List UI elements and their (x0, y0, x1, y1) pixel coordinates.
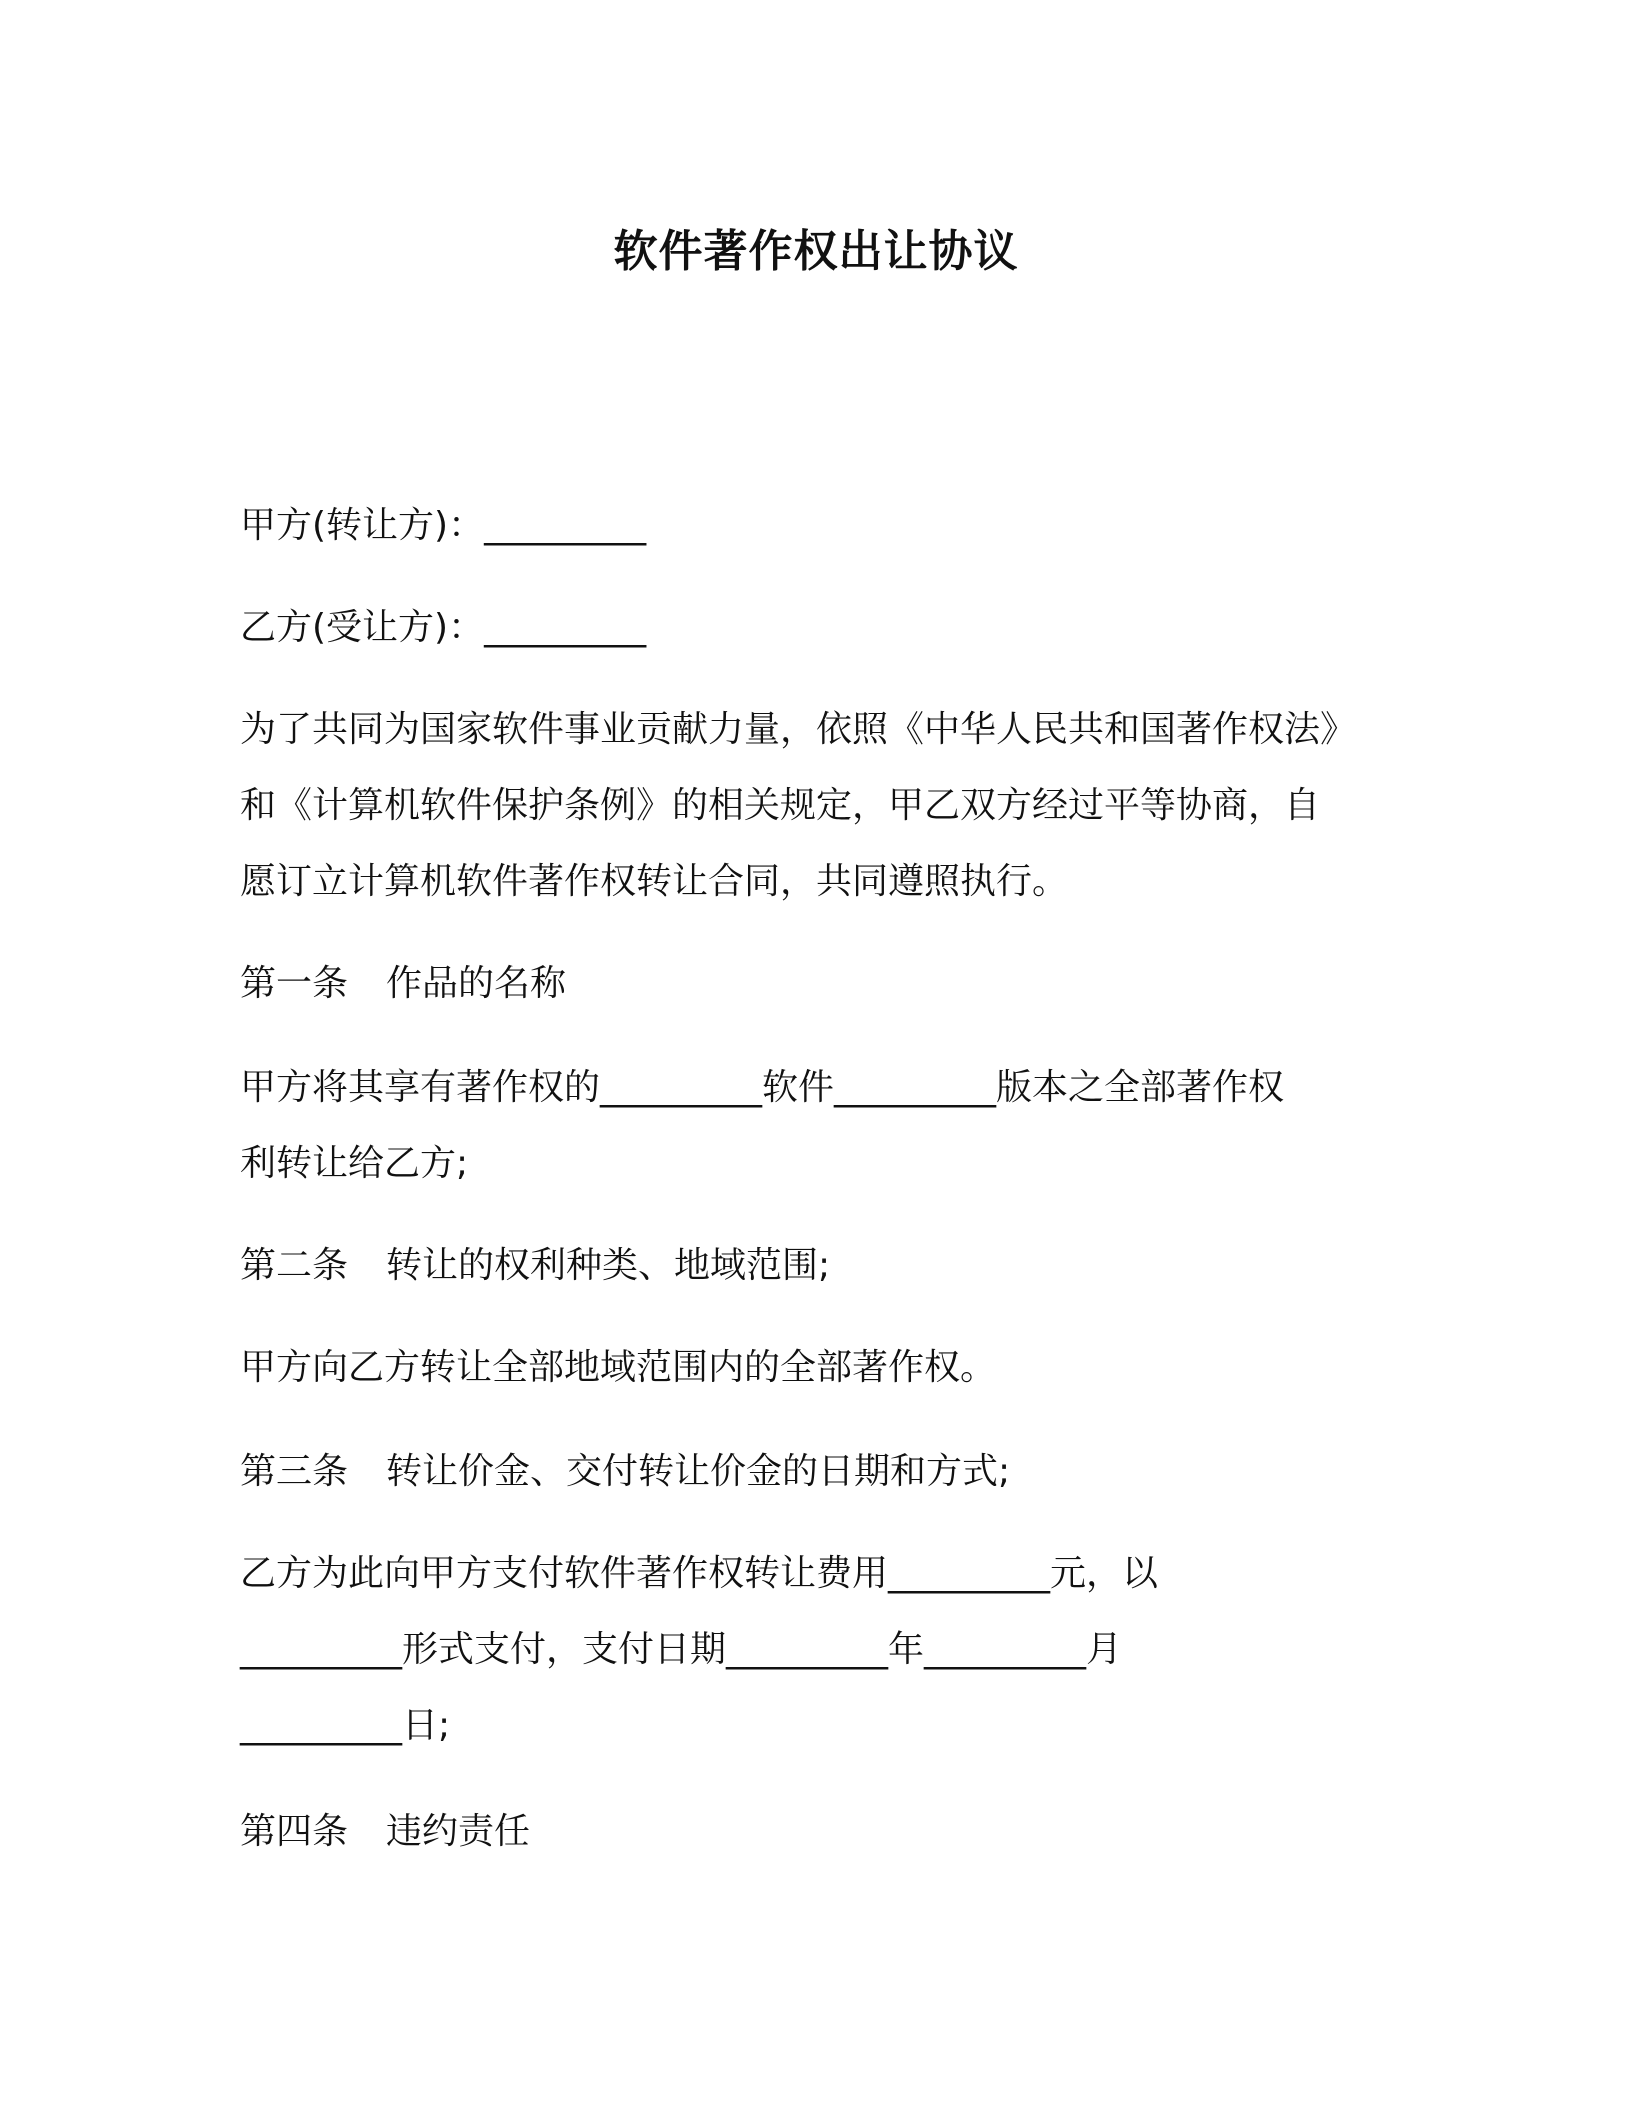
preamble-line-1: 为了共同为国家软件事业贡献力量，依照《中华人民共和国著作权法》 (240, 709, 1357, 750)
article-1-heading (240, 960, 566, 1008)
article-4-title: 违约责任 (386, 1811, 531, 1852)
article-3-heading (240, 1448, 1010, 1496)
party-a-line: 甲方(转让方)：_________ (240, 505, 647, 546)
article-1-title: 作品的名称 (386, 963, 567, 1004)
article-3-number: 第三条 (240, 1451, 349, 1492)
document-title: 软件著作权出让协议 (613, 226, 1019, 277)
article-3-body-line-2: _________形式支付，支付日期_________年_________月 (240, 1629, 1123, 1670)
article-1-body-line-1: 甲方将其享有著作权的_________软件_________版本之全部著作权 (240, 1067, 1285, 1108)
article-1-body-line-2: 利转让给乙方; (240, 1143, 469, 1184)
article-2-number: 第二条 (240, 1245, 349, 1286)
article-4-number: 第四条 (240, 1811, 349, 1852)
preamble-line-3: 愿订立计算机软件著作权转让合同，共同遵照执行。 (240, 861, 1069, 902)
party-b-line: 乙方(受让方)：_________ (240, 607, 647, 648)
article-3-body-line-3: _________日; (240, 1705, 451, 1746)
article-3-body-line-1: 乙方为此向甲方支付软件著作权转让费用_________元，以 (240, 1553, 1159, 1594)
article-2-body-line-1: 甲方向乙方转让全部地域范围内的全部著作权。 (240, 1347, 997, 1388)
article-2-title: 转让的权利种类、地域范围; (386, 1245, 831, 1286)
article-3-title: 转让价金、交付转让价金的日期和方式; (386, 1451, 1011, 1492)
preamble-line-2: 和《计算机软件保护条例》的相关规定，甲乙双方经过平等协商，自 (240, 785, 1321, 826)
article-4-heading (240, 1808, 530, 1856)
article-2-heading (240, 1242, 830, 1290)
article-1-number: 第一条 (240, 963, 349, 1004)
